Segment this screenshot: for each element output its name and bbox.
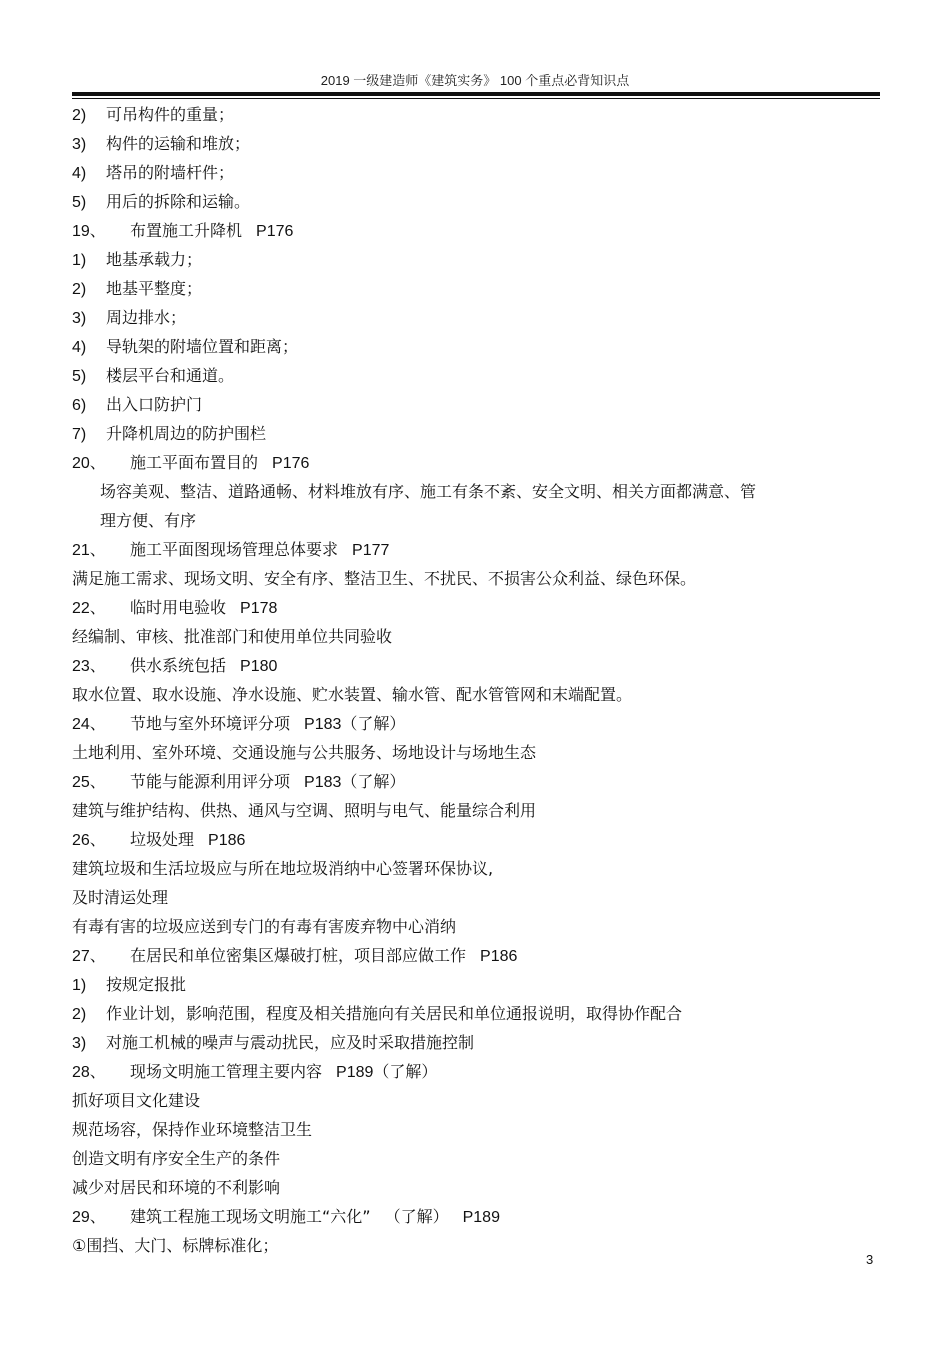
section-title: 临时用电验收 xyxy=(130,598,227,617)
section-number: 21、 xyxy=(72,542,106,559)
list-item xyxy=(72,419,872,448)
list-number: 3) xyxy=(72,136,87,153)
paragraph: 规范场容，保持作业环境整洁卫生 xyxy=(72,1120,313,1139)
section-heading xyxy=(72,216,872,245)
list-number: 7) xyxy=(72,426,87,443)
list-item xyxy=(72,970,872,999)
page-reference: P186 xyxy=(480,948,518,965)
list-number: 2) xyxy=(72,1006,87,1023)
list-number: 2) xyxy=(72,281,87,298)
section-title: 现场文明施工管理主要内容 xyxy=(130,1062,323,1081)
section-number: 20、 xyxy=(72,455,106,472)
list-text: 用后的拆除和运输。 xyxy=(106,192,251,211)
section-title: 在居民和单位密集区爆破打桩，项目部应做工作 xyxy=(130,946,467,965)
section-heading xyxy=(72,1202,872,1231)
section-note: （了解） xyxy=(373,1062,438,1081)
list-text: 作业计划，影响范围，程度及相关措施向有关居民和单位通报说明，取得协作配合 xyxy=(106,1004,683,1023)
indented-paragraph: 理方便、有序 xyxy=(100,511,197,530)
list-text: 地基承载力； xyxy=(106,250,203,269)
page-reference: P176 xyxy=(256,223,294,240)
section-heading xyxy=(72,825,872,854)
list-item xyxy=(72,158,872,187)
list-item xyxy=(72,303,872,332)
section-heading xyxy=(72,448,872,477)
paragraph: ①围挡、大门、标牌标准化； xyxy=(72,1236,279,1255)
list-text: 周边排水； xyxy=(106,308,187,327)
section-title: 布置施工升降机 xyxy=(130,221,243,240)
header-rule-thick xyxy=(72,92,880,96)
section-note: （了解） xyxy=(341,772,406,791)
section-title: 垃圾处理 xyxy=(130,830,195,849)
list-number: 3) xyxy=(72,1035,87,1052)
section-heading xyxy=(72,535,872,564)
section-note: （了解） xyxy=(384,1207,449,1226)
list-number: 2) xyxy=(72,107,87,124)
list-number: 1) xyxy=(72,252,87,269)
section-title: 节地与室外环境评分项 xyxy=(130,714,291,733)
section-title: 施工平面布置目的 xyxy=(130,453,259,472)
list-text: 出入口防护门 xyxy=(106,395,203,414)
section-number: 27、 xyxy=(72,948,106,965)
list-item xyxy=(72,245,872,274)
section-number: 26、 xyxy=(72,832,106,849)
list-item xyxy=(72,187,872,216)
list-text: 导轨架的附墙位置和距离； xyxy=(106,337,299,356)
section-heading xyxy=(72,593,872,622)
page-reference: P180 xyxy=(240,658,278,675)
paragraph: 抓好项目文化建设 xyxy=(72,1091,201,1110)
list-text: 对施工机械的噪声与震动扰民，应及时采取措施控制 xyxy=(106,1033,475,1052)
section-number: 29、 xyxy=(72,1209,106,1226)
list-text: 楼层平台和通道。 xyxy=(106,366,235,385)
paragraph: 及时清运处理 xyxy=(72,888,169,907)
list-number: 1) xyxy=(72,977,87,994)
header-rule-thin xyxy=(72,98,880,99)
section-title: 供水系统包括 xyxy=(130,656,227,675)
page-reference: P183 xyxy=(304,716,342,733)
page-reference: P178 xyxy=(240,600,278,617)
list-item xyxy=(72,129,872,158)
section-heading xyxy=(72,1057,872,1086)
paragraph: 减少对居民和环境的不利影响 xyxy=(72,1178,281,1197)
list-item xyxy=(72,1028,872,1057)
section-heading xyxy=(72,651,872,680)
list-text: 塔吊的附墙杆件； xyxy=(106,163,235,182)
section-heading xyxy=(72,709,872,738)
paragraph: 建筑垃圾和生活垃圾应与所在地垃圾消纳中心签署环保协议, xyxy=(72,859,494,878)
list-text: 地基平整度； xyxy=(106,279,203,298)
list-text: 可吊构件的重量； xyxy=(106,105,235,124)
list-number: 3) xyxy=(72,310,87,327)
list-item xyxy=(72,100,872,129)
indented-paragraph: 场容美观、整洁、道路通畅、材料堆放有序、施工有条不紊、安全文明、相关方面都满意、管 xyxy=(100,482,757,501)
section-number: 19、 xyxy=(72,223,106,240)
paragraph: 土地利用、室外环境、交通设施与公共服务、场地设计与场地生态 xyxy=(72,743,537,762)
page-reference: P176 xyxy=(272,455,310,472)
list-number: 5) xyxy=(72,194,87,211)
page-reference: P186 xyxy=(208,832,246,849)
list-text: 升降机周边的防护围栏 xyxy=(106,424,267,443)
list-number: 4) xyxy=(72,339,87,356)
paragraph: 满足施工需求、现场文明、安全有序、整洁卫生、不扰民、不损害公众利益、绿色环保。 xyxy=(72,569,697,588)
page-reference: P189 xyxy=(462,1209,500,1226)
paragraph: 取水位置、取水设施、净水设施、贮水装置、输水管、配水管管网和末端配置。 xyxy=(72,685,633,704)
list-item xyxy=(72,332,872,361)
list-number: 5) xyxy=(72,368,87,385)
section-title: 施工平面图现场管理总体要求 xyxy=(130,540,339,559)
section-number: 23、 xyxy=(72,658,106,675)
document-body xyxy=(72,100,872,1260)
page-reference: P189 xyxy=(336,1064,374,1081)
paragraph: 有毒有害的垃圾应送到专门的有毒有害废弃物中心消纳 xyxy=(72,917,457,936)
section-number: 22、 xyxy=(72,600,106,617)
section-title: 节能与能源利用评分项 xyxy=(130,772,291,791)
list-number: 4) xyxy=(72,165,87,182)
page-reference: P183 xyxy=(304,774,342,791)
list-text: 构件的运输和堆放； xyxy=(106,134,251,153)
paragraph: 创造文明有序安全生产的条件 xyxy=(72,1149,281,1168)
list-item xyxy=(72,999,872,1028)
page-number: 3 xyxy=(866,1252,874,1267)
page-reference: P177 xyxy=(352,542,390,559)
section-number: 28、 xyxy=(72,1064,106,1081)
section-heading xyxy=(72,941,872,970)
section-number: 25、 xyxy=(72,774,106,791)
section-note: （了解） xyxy=(341,714,406,733)
list-item xyxy=(72,274,872,303)
list-item xyxy=(72,361,872,390)
paragraph: 经编制、审核、批准部门和使用单位共同验收 xyxy=(72,627,393,646)
list-item xyxy=(72,390,872,419)
list-text: 按规定报批 xyxy=(106,975,187,994)
page-header: 2019 一级建造师《建筑实务》 100 个重点必背知识点 xyxy=(320,73,630,88)
paragraph: 建筑与维护结构、供热、通风与空调、照明与电气、能量综合利用 xyxy=(72,801,537,820)
list-number: 6) xyxy=(72,397,87,414)
section-title: 建筑工程施工现场文明施工“六化” xyxy=(130,1207,371,1226)
section-number: 24、 xyxy=(72,716,106,733)
section-heading xyxy=(72,767,872,796)
